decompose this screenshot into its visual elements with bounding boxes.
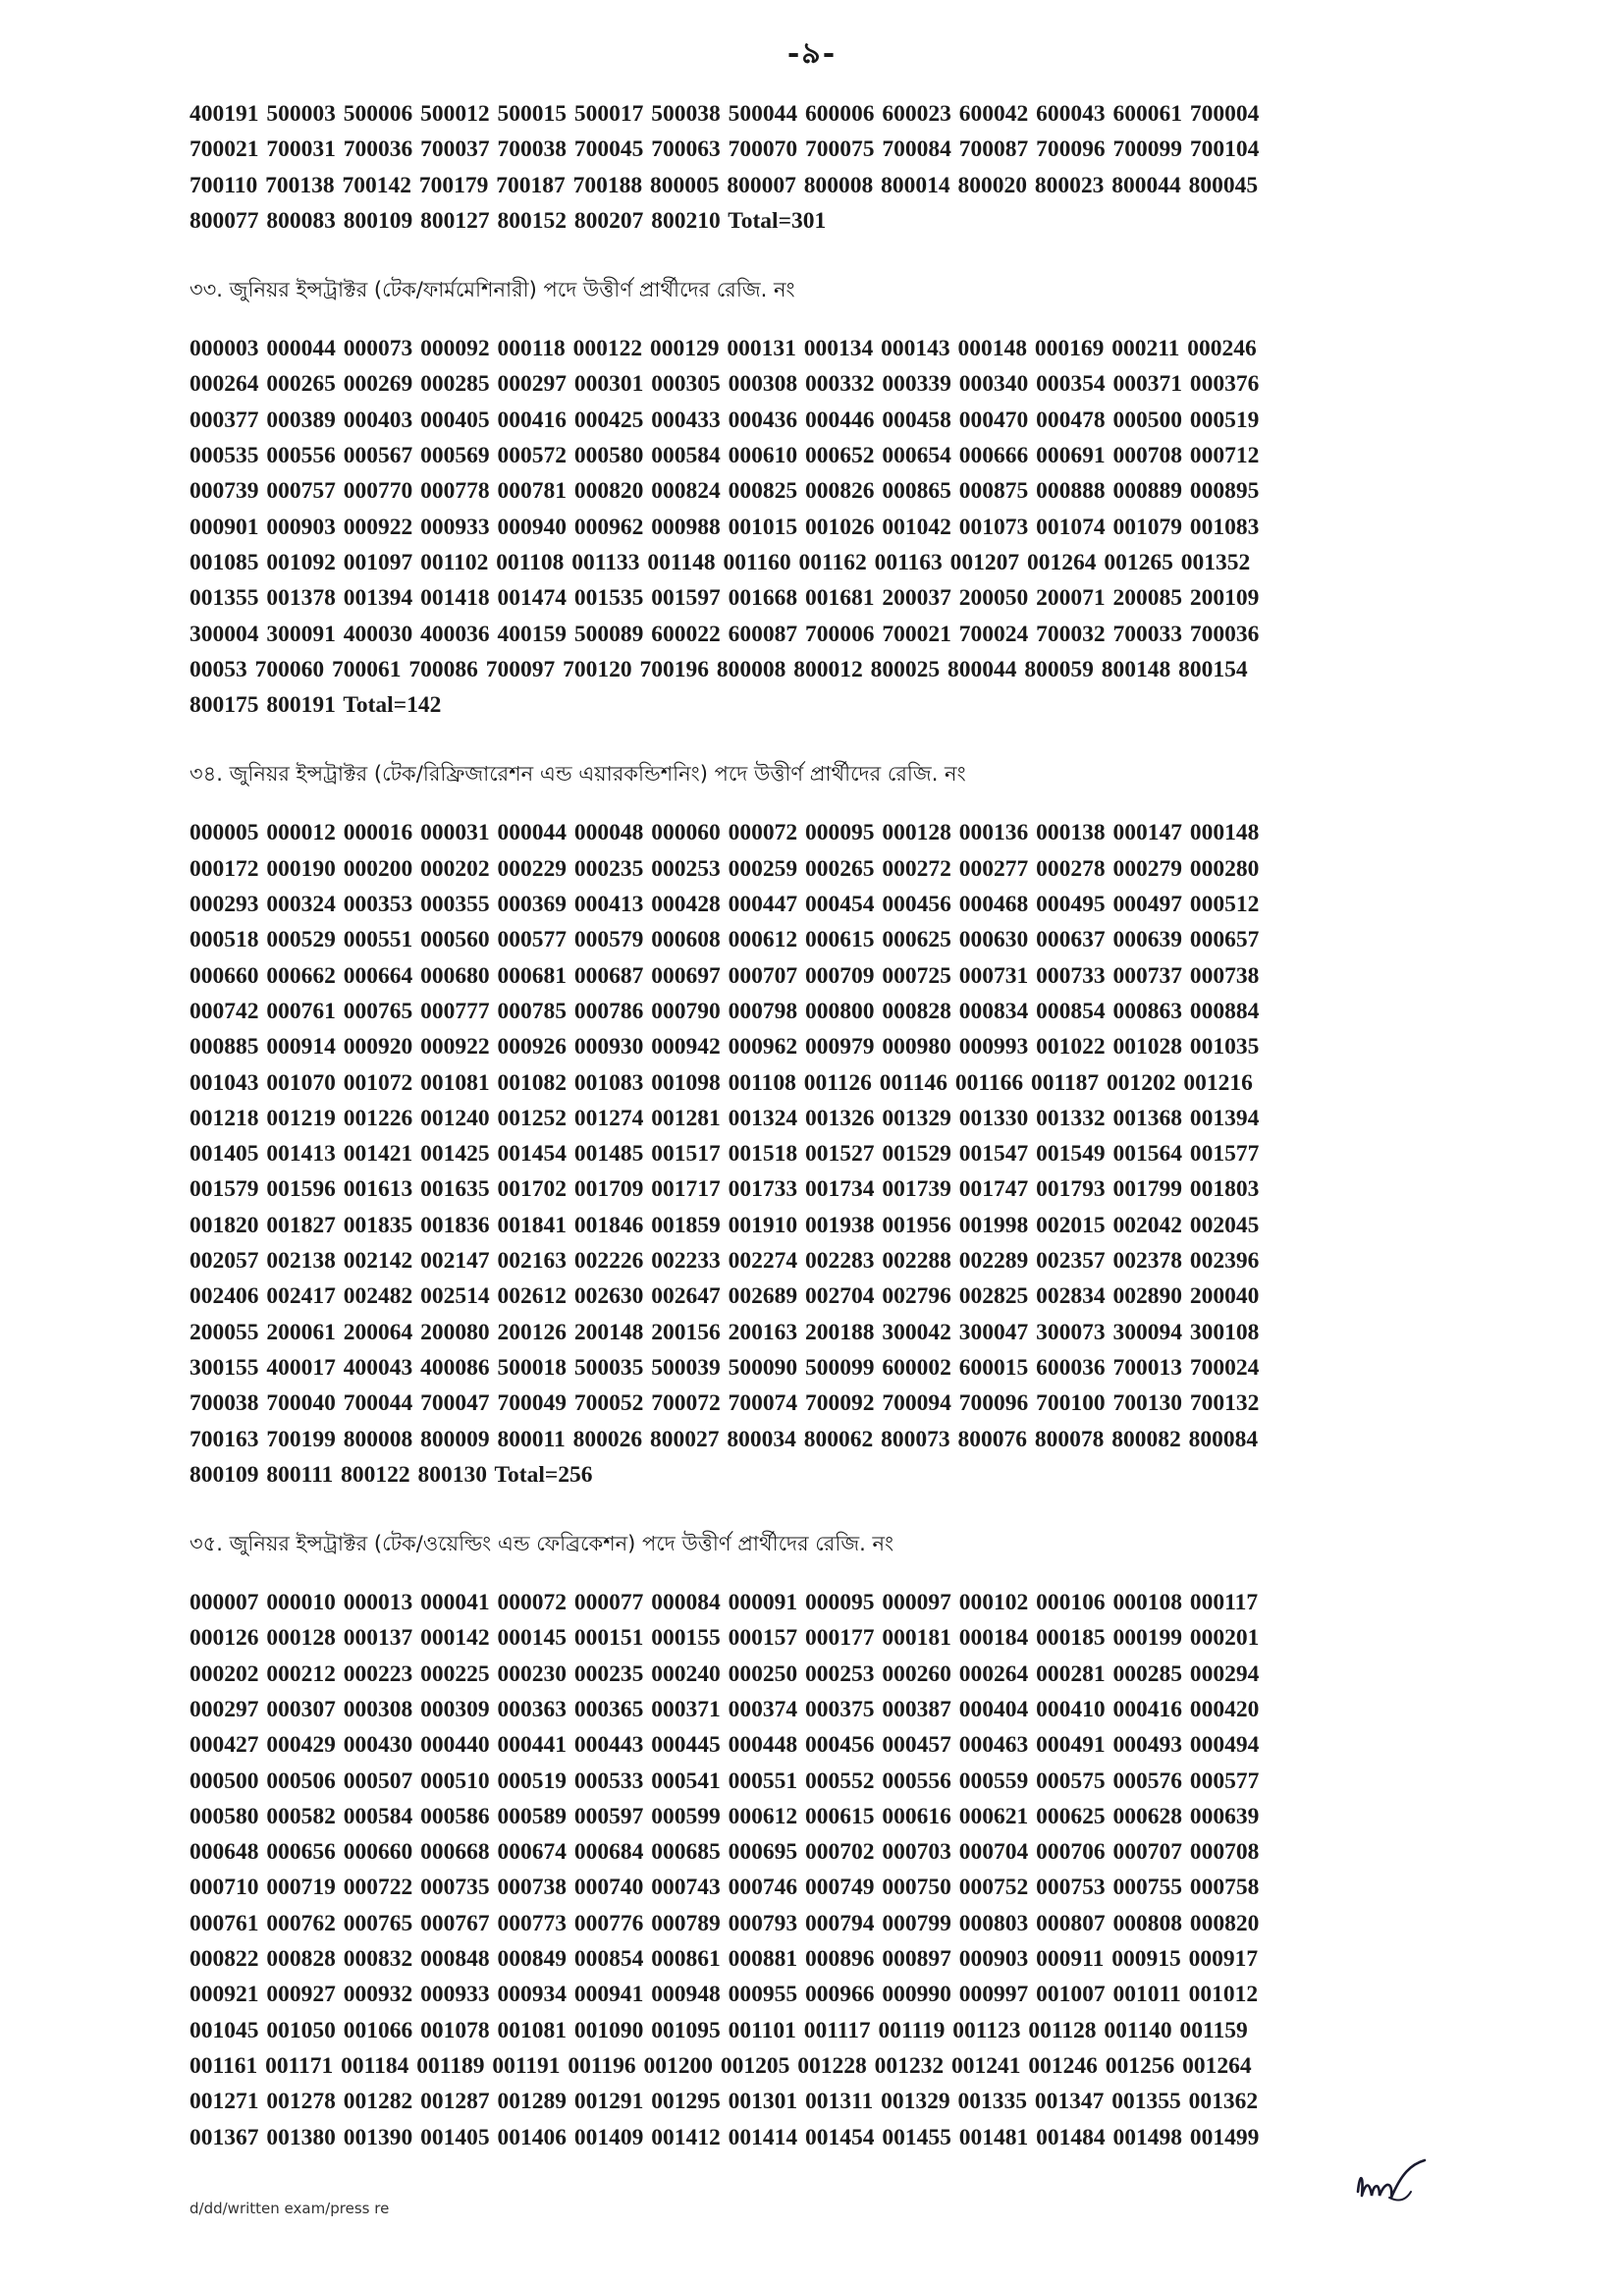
- registration-number-line: 000710 000719 000722 000735 000738 000740 000743 000746 000749 000750 000752 000753 000755 000758: [189, 1875, 1260, 1901]
- registration-number-line: 001820 001827 001835 001836 001841 001846 001859 001910 001938 001956 001998 002015 002042 002045: [189, 1212, 1260, 1238]
- registration-number-line: 001367 001380 001390 001405 001406 001409 001412 001414 001454 001455 001481 001484 001498 001499: [189, 2124, 1260, 2150]
- registration-number-list: [189, 815, 1544, 1493]
- registration-number-line: 700021 700031 700036 700037 700038 700045 700063 700070 700075 700084 700087 700096 700099 700104: [189, 136, 1260, 163]
- registration-number-line: 000518 000529 000551 000560 000577 000579 000608 000612 000615 000625 000630 000637 000639 000657: [189, 927, 1260, 953]
- registration-number-line: 000126 000128 000137 000142 000145 000151 000155 000157 000177 000181 000184 000185 000199 000201: [189, 1625, 1260, 1652]
- section-heading: ৩৩. জুনিয়র ইন্সট্রাক্টর (টেক/ফার্মমেশিনারী) পদে উত্তীর্ণ প্রার্থীদের রেজি. নং: [189, 278, 795, 302]
- registration-number-line: 700038 700040 700044 700047 700049 700052 700072 700074 700092 700094 700096 700100 700130 700132: [189, 1390, 1260, 1417]
- post-section: [189, 1524, 1544, 2155]
- registration-number-line: 000535 000556 000567 000569 000572 000580 000584 000610 000652 000654 000666 000691 000708 000712: [189, 443, 1260, 469]
- post-section: [189, 754, 1544, 1493]
- registration-number-line: 000500 000506 000507 000510 000519 000533 000541 000551 000552 000556 000559 000575 000576 000577: [189, 1768, 1260, 1794]
- registration-number-line: 001045 001050 001066 001078 001081 001090 001095 001101 001117 001119 001123 001128 001140 001159: [189, 2017, 1248, 2043]
- registration-number-line: 000264 000265 000269 000285 000297 000301 000305 000308 000332 000339 000340 000354 000371 000376: [189, 371, 1260, 398]
- registration-number-line: 000660 000662 000664 000680 000681 000687 000697 000707 000709 000725 000731 000733 000737 000738: [189, 962, 1260, 989]
- registration-number-line: 300155 400017 400043 400086 500018 500035 500039 500090 500099 600002 600015 600036 700013 700024: [189, 1354, 1260, 1381]
- registration-number-line: 001579 001596 001613 001635 001702 001709 001717 001733 001734 001739 001747 001793 001799 001803: [189, 1176, 1260, 1203]
- registration-number-line: 000580 000582 000584 000586 000589 000597 000599 000612 000615 000616 000621 000625 000628 000639: [189, 1803, 1260, 1829]
- registration-number-line: 700163 700199 800008 800009 800011 800026 800027 800034 800062 800073 800076 800078 800082 800084: [189, 1426, 1259, 1452]
- registration-number-line: 200055 200061 200064 200080 200126 200148 200156 200163 200188 300042 300047 300073 300094 300108: [189, 1319, 1260, 1345]
- continuation-registration-list: [189, 96, 1544, 239]
- registration-number-line: 001405 001413 001421 001425 001454 001485 001517 001518 001527 001529 001547 001549 001564 001577: [189, 1141, 1260, 1168]
- registration-number-line: 001218 001219 001226 001240 001252 001274 001281 001324 001326 001329 001330 001332 001368 001394: [189, 1105, 1260, 1131]
- registration-number-line: 700110 700138 700142 700179 700187 700188 800005 800007 800008 800014 800020 800023 800044 800045: [189, 172, 1259, 198]
- registration-number-line: 000901 000903 000922 000933 000940 000962 000988 001015 001026 001042 001073 001074 001079 001083: [189, 514, 1260, 540]
- signature-image: [1350, 2152, 1438, 2206]
- registration-number-line: 000007 000010 000013 000041 000072 000077 000084 000091 000095 000097 000102 000106 000108 000117: [189, 1590, 1259, 1616]
- registration-number-line: 001271 001278 001282 001287 001289 001291 001295 001301 001311 001329 001335 001347 001355 001362: [189, 2089, 1259, 2115]
- registration-number-line: 800175 800191 Total=142: [189, 692, 442, 719]
- registration-number-list: [189, 1585, 1544, 2155]
- registration-number-line: 000297 000307 000308 000309 000363 000365 000371 000374 000375 000387 000404 000410 000416 000420: [189, 1696, 1260, 1722]
- registration-number-line: 001085 001092 001097 001102 001108 001133 001148 001160 001162 001163 001207 001264 001265 001352: [189, 549, 1251, 575]
- registration-number-line: 000822 000828 000832 000848 000849 000854 000861 000881 000896 000897 000903 000911 000915 000917: [189, 1946, 1259, 1973]
- registration-number-line: 000885 000914 000920 000922 000926 000930 000942 000962 000979 000980 000993 001022 001028 001035: [189, 1034, 1260, 1061]
- registration-number-list: [189, 331, 1544, 723]
- registration-number-line: 00053 700060 700061 700086 700097 700120 700196 800008 800012 800025 800044 800059 800148 800154: [189, 656, 1248, 682]
- registration-number-line: 000377 000389 000403 000405 000416 000425 000433 000436 000446 000458 000470 000478 000500 000519: [189, 407, 1260, 433]
- registration-number-line: 000648 000656 000660 000668 000674 000684 000685 000695 000702 000703 000704 000706 000707 000708: [189, 1839, 1260, 1866]
- registration-number-line: 000739 000757 000770 000778 000781 000820 000824 000825 000826 000865 000875 000888 000889 000895: [189, 478, 1260, 505]
- registration-number-line: 001161 001171 001184 001189 001191 001196 001200 001205 001228 001232 001241 001246 001256 001264: [189, 2052, 1252, 2079]
- registration-number-line: 800109 800111 800122 800130 Total=256: [189, 1461, 593, 1488]
- registration-number-line: 000172 000190 000200 000202 000229 000235 000253 000259 000265 000272 000277 000278 000279 000280: [189, 855, 1260, 882]
- footer-reference: d/dd/written exam/press re: [189, 2200, 390, 2217]
- registration-number-line: 400191 500003 500006 500012 500015 500017 500038 500044 600006 600023 600042 600043 600061 700004: [189, 101, 1260, 127]
- registration-number-line: 300004 300091 400030 400036 400159 500089 600022 600087 700006 700021 700024 700032 700033 700036: [189, 621, 1260, 647]
- registration-number-line: 002057 002138 002142 002147 002163 002226 002233 002274 002283 002288 002289 002357 002378 002396: [189, 1248, 1260, 1275]
- registration-number-line: 800077 800083 800109 800127 800152 800207 800210 Total=301: [189, 207, 827, 234]
- document-body: [189, 96, 1544, 2155]
- registration-number-line: 001355 001378 001394 001418 001474 001535 001597 001668 001681 200037 200050 200071 200085 200109: [189, 585, 1260, 612]
- registration-number-line: 001043 001070 001072 001081 001082 001083 001098 001108 001126 001146 001166 001187 001202 001216: [189, 1069, 1253, 1096]
- section-heading: ৩৫. জুনিয়র ইন্সট্রাক্টর (টেক/ওয়েল্ডিং এন্ড ফেব্রিকেশন) পদে উত্তীর্ণ প্রার্থীদের রেজি. নং: [189, 1532, 894, 1556]
- result-sections: [189, 270, 1544, 2155]
- registration-number-line: 000293 000324 000353 000355 000369 000413 000428 000447 000454 000456 000468 000495 000497 000512: [189, 892, 1260, 918]
- section-heading: ৩৪. জুনিয়র ইন্সট্রাক্টর (টেক/রিফ্রিজারেশন এন্ড এয়ারকন্ডিশনিং) পদে উত্তীর্ণ প্রার্থীদের রেজি. নং: [189, 762, 966, 787]
- registration-number-line: 000005 000012 000016 000031 000044 000048 000060 000072 000095 000128 000136 000138 000147 000148: [189, 820, 1260, 846]
- registration-number-line: 000742 000761 000765 000777 000785 000786 000790 000798 000800 000828 000834 000854 000863 000884: [189, 998, 1260, 1024]
- registration-number-line: 000003 000044 000073 000092 000118 000122 000129 000131 000134 000143 000148 000169 000211 000246: [189, 336, 1257, 362]
- post-section: [189, 270, 1544, 723]
- registration-number-line: 002406 002417 002482 002514 002612 002630 002647 002689 002704 002796 002825 002834 002890 200040: [189, 1283, 1260, 1310]
- registration-number-line: 000761 000762 000765 000767 000773 000776 000789 000793 000794 000799 000803 000807 000808 000820: [189, 1910, 1260, 1936]
- registration-number-line: 000202 000212 000223 000225 000230 000235 000240 000250 000253 000260 000264 000281 000285 000294: [189, 1660, 1260, 1687]
- registration-number-line: 000921 000927 000932 000933 000934 000941 000948 000955 000966 000990 000997 001007 001011 001012: [189, 1982, 1259, 2008]
- registration-number-line: 000427 000429 000430 000440 000441 000443 000445 000448 000456 000457 000463 000491 000493 000494: [189, 1732, 1260, 1759]
- page-number: -৯-: [786, 36, 838, 71]
